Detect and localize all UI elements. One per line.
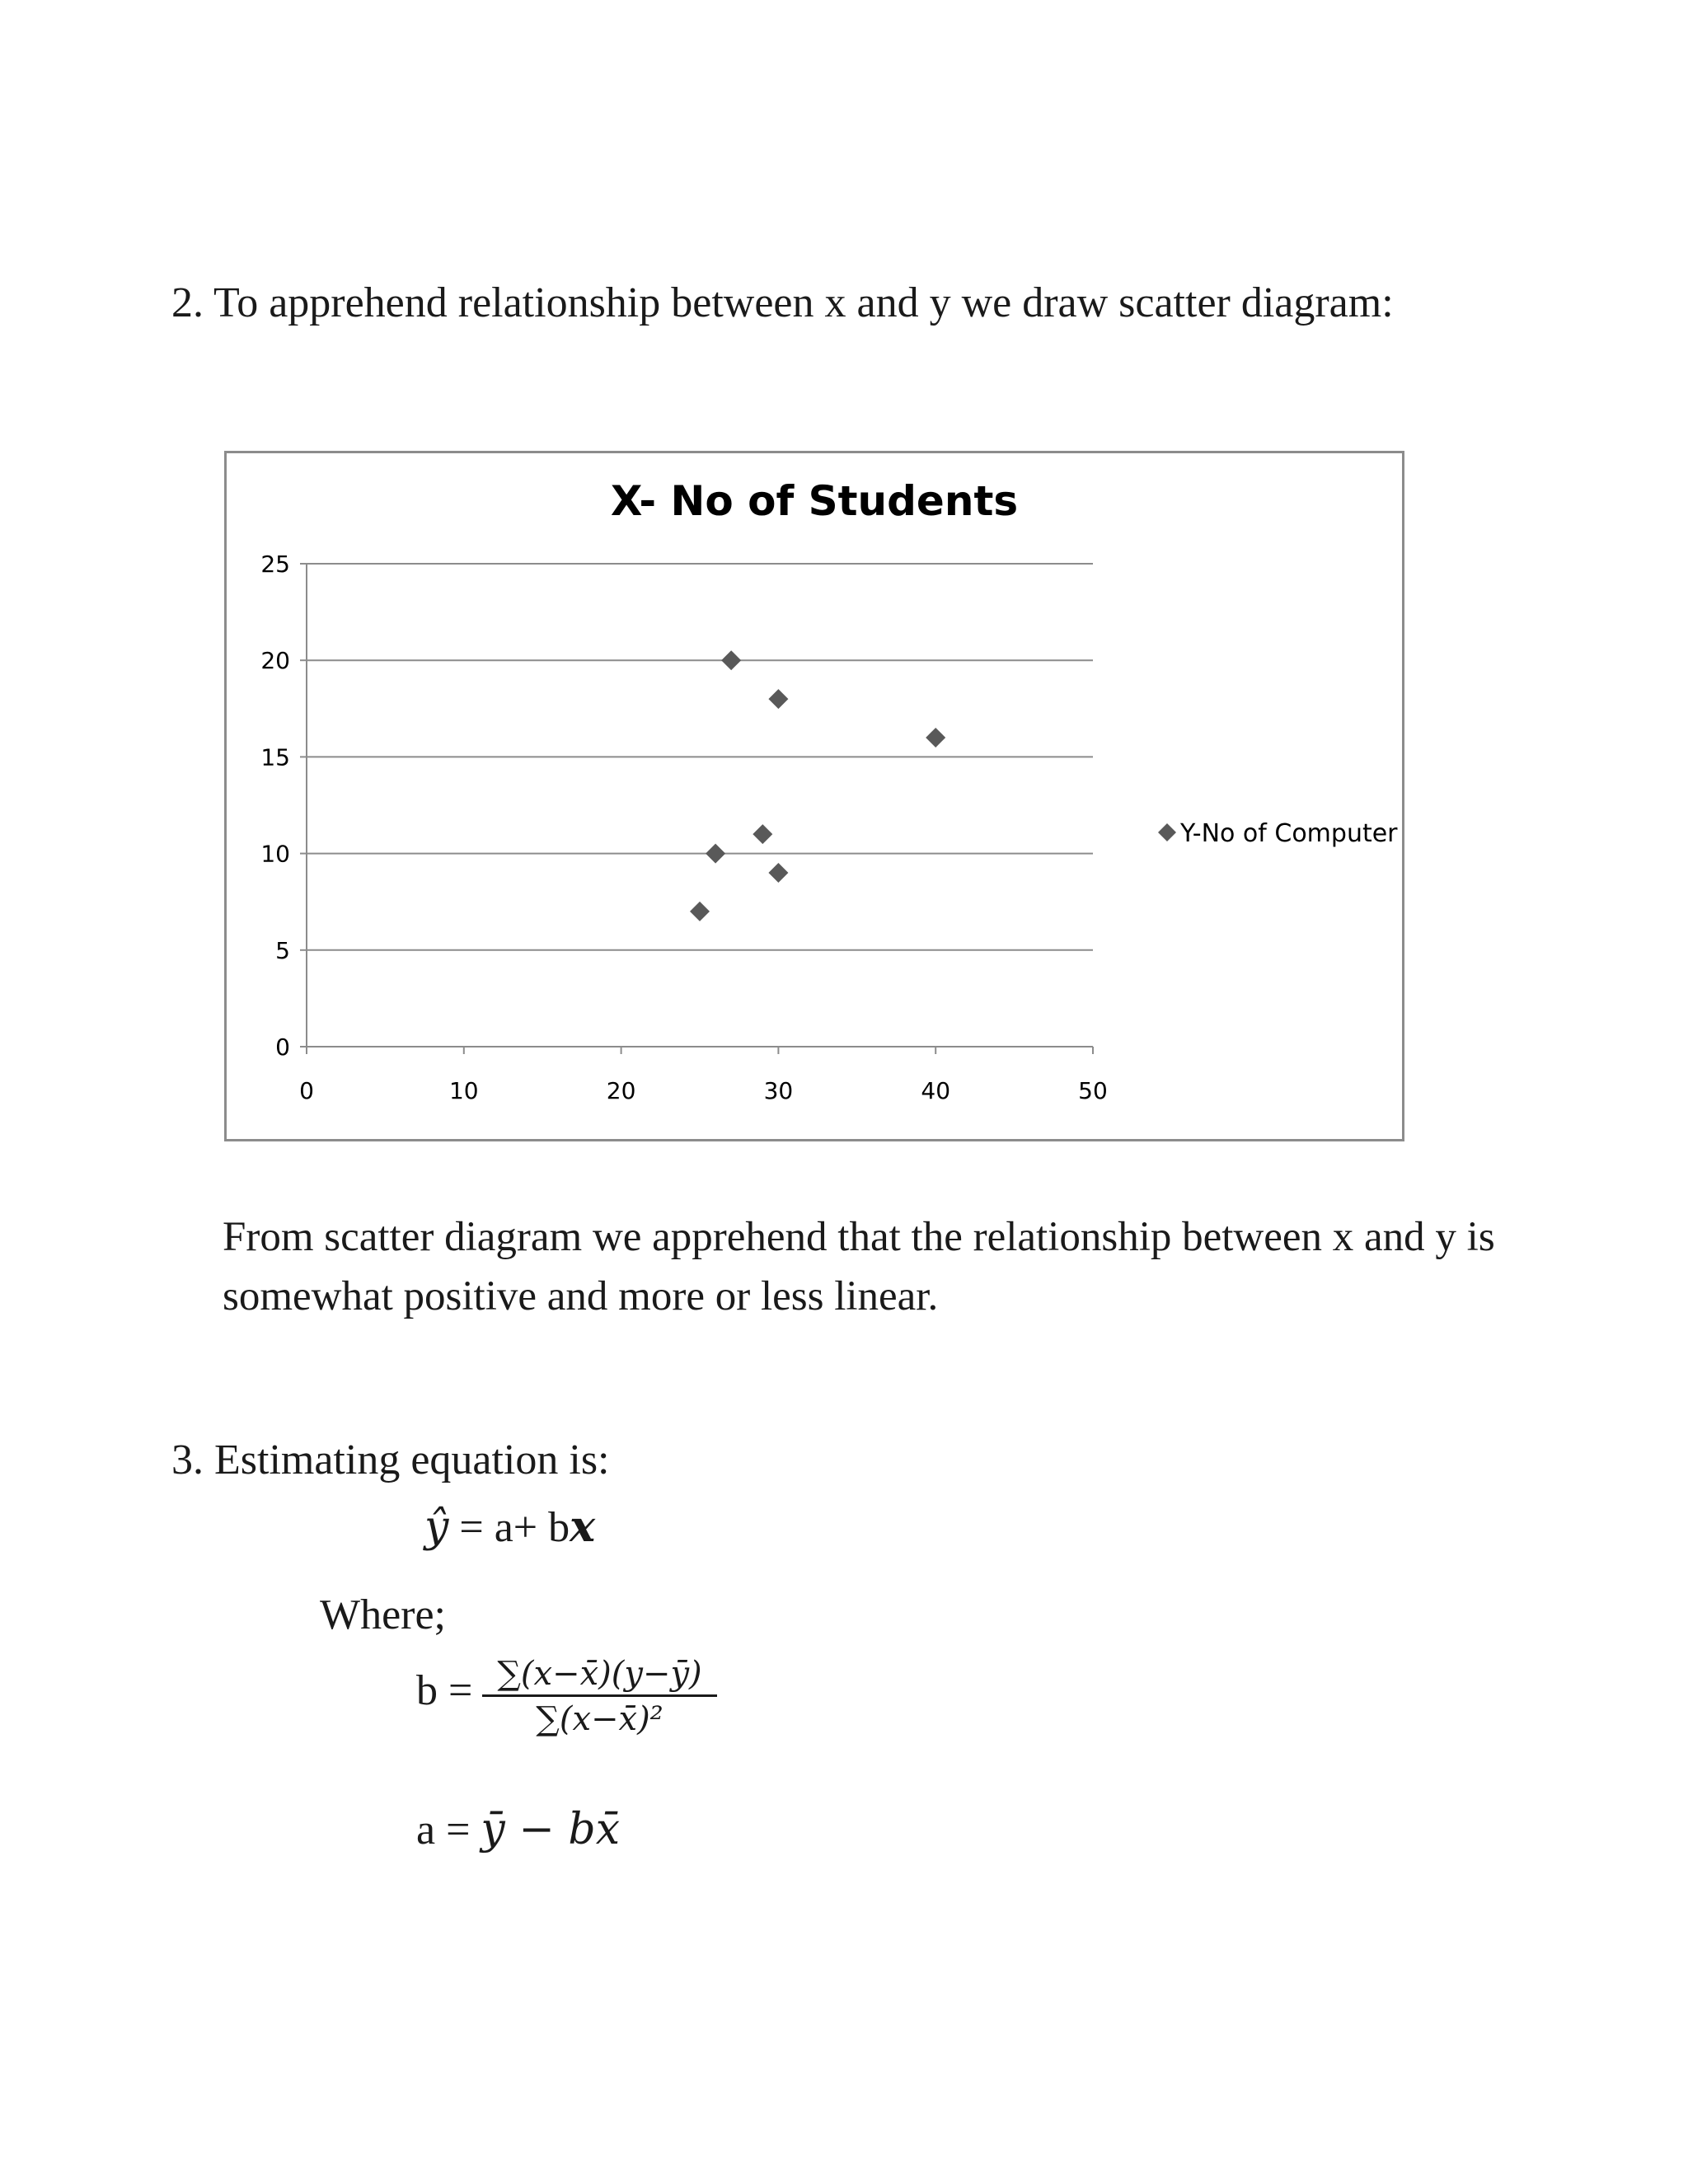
where-label: Where; — [320, 1591, 447, 1638]
x-tick-label: 40 — [921, 1077, 951, 1104]
x-tick-label: 0 — [299, 1077, 314, 1104]
scatter-chart — [224, 451, 1404, 1141]
legend-label: Y-No of Computer — [1180, 819, 1398, 848]
legend — [1158, 819, 1398, 848]
b-numerator: ∑(x−x̄)(y−ȳ) — [482, 1655, 717, 1697]
section-2-heading: 2. To apprehend relationship between x and y we draw scatter diagram: — [171, 279, 1394, 326]
section-3-heading: 3. Estimating equation is: — [171, 1436, 610, 1483]
equation-x: x — [570, 1502, 596, 1552]
b-equation-label: b = — [416, 1667, 473, 1714]
x-tick-label: 10 — [448, 1077, 479, 1104]
y-tick-label: 20 — [260, 647, 290, 675]
b-fraction — [482, 1655, 717, 1738]
y-tick-label: 5 — [275, 936, 290, 964]
x-tick-label: 30 — [763, 1077, 794, 1104]
y-tick-label: 10 — [260, 840, 290, 868]
estimating-equation — [424, 1502, 595, 1552]
equation-rhs: = a+ b — [448, 1504, 570, 1551]
y-hat-symbol: ŷ — [424, 1502, 449, 1552]
chart-title: X- No of Students — [610, 477, 1019, 525]
scatter-conclusion-paragraph: From scatter diagram we apprehend that the relationship between x and y is somewhat positive and more or less linear. — [223, 1214, 1495, 1319]
y-tick-label: 15 — [260, 743, 290, 771]
a-label: a = — [416, 1807, 481, 1854]
a-equation — [416, 1805, 620, 1854]
y-tick-label: 25 — [260, 551, 290, 578]
chart-frame — [226, 452, 1404, 1141]
y-tick-label: 0 — [275, 1033, 290, 1061]
b-denominator: ∑(x−x̄)² — [536, 1700, 663, 1738]
a-rhs: ȳ − bx̄ — [481, 1805, 621, 1854]
x-tick-label: 20 — [606, 1077, 636, 1104]
x-tick-label: 50 — [1078, 1077, 1108, 1104]
